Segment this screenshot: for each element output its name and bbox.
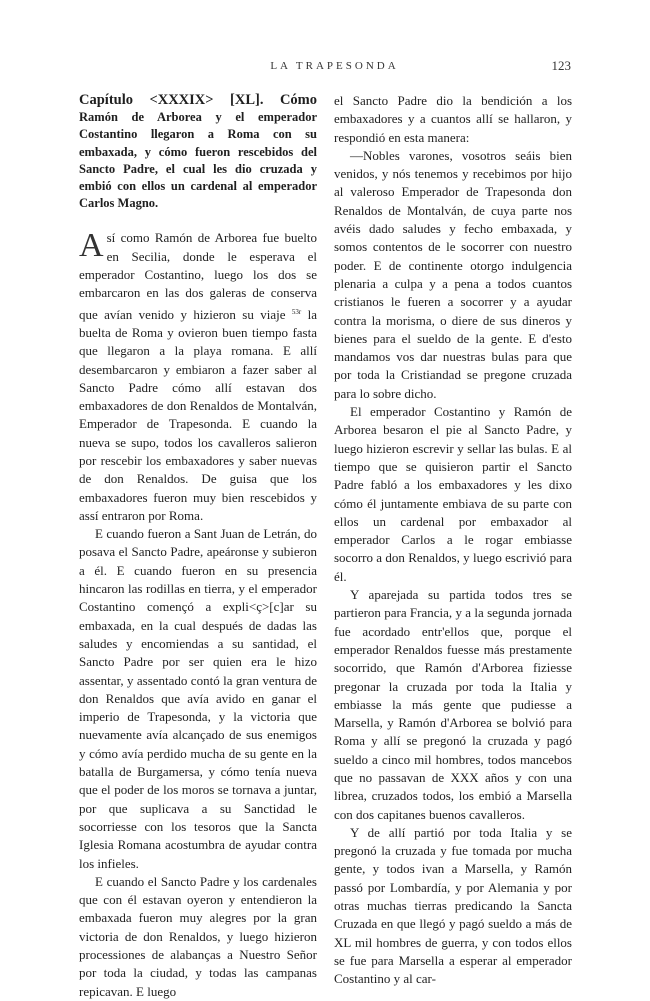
paragraph: Y de allí partió por toda Italia y se pregonó la cruzada y fue tomada por mucha gente, y todos ivan a Marsella, y Ramón passó por Lombardía, y por Alemania y por otras muchas tierras predicando la Sancta Cruzada en que llegó y pagó sueldo a más de XL mil hombres de guerra, y con todos ellos se fue para Marsella a esperar al emperador Costantino y al car- — [334, 824, 572, 987]
paragraph-text: sí como Ramón de Arborea fue buelto en Secilia, donde le esperava el emperador Costantino, luego los dos se embarcaron en las dos galeras de conserva que avían venido y hizieron su viaje — [79, 230, 317, 322]
chapter-title-rest: Ramón de Arborea y el emperador Costantino llegaron a Roma con su embaxada, y cómo fueron rescebidos del Sancto Padre, el cual les dio cruzada y embió con ellos un cardenal al emperador Carlos Magno. — [79, 110, 317, 211]
page-number: 123 — [551, 58, 571, 73]
paragraph: El emperador Costantino y Ramón de Arborea besaron el pie al Sancto Padre, y luego hizieron escrevir y sellar las bulas. E al tiempo que se quisieron partir el Sancto Padre fabló a los embaxadores y les dixo cómo él juntamente embiava de su parte con ellos un cardenal por embaxador al emperador Carlos a le rogar embiasse socorro a don Renaldos, y luego escrivió para él. — [334, 404, 572, 584]
paragraph-text: la buelta de Roma y ovieron buen tiempo fasta que llegaron a la playa romana. E allí desembarcaron y embiaron a fazer saber al Sancto Padre cómo allí estavan dos embaxadores de don Renaldos de Montalván, Emperador de Trapesonda. E cuando la nueva se supo, todos los cavalleros salieron por rescebir los embaxadores y saber nuevas de don Renaldos. De guisa que los embaxadores fueron muy bien rescebidos y assí entraron por Roma. — [79, 306, 318, 523]
right-column — [334, 92, 572, 989]
paragraph: —Nobles varones, vosotros seáis bien venidos, y nós tenemos y recebimos por hijo al valeroso Emperador de Trapesonda don Renaldos de Montalván, de cuya parte nos avéis dado saludes y fecho embaxada, y somos contentos de le socorrer con nuestro poder. E de continente otorgo indulgencia plenaria a culpa y a pena a todos cuantos cristianos le fueren a socorrer y a ayudar contra la morisma, o diere de sus dineros y bienes para el sueldo de la gente. E d'esto mandamos vos dar nuestras bulas para que por toda la Cristiandad se pregone cruzada para lo sobre dicho. — [334, 147, 572, 401]
drop-cap: A — [79, 227, 104, 265]
paragraph: E cuando fueron a Sant Juan de Letrán, do posava el Sancto Padre, apeáronse y subieron a él. E cuando fueron en su presencia hincaron las rodillas en tierra, y el emperador Costantino començó a expli<ç>[c]ar su embaxada, en la cual después de dadas las saludes y encomiendas a su santidad, el Sancto Padre por ser quien era le hizo assentar, y assentado contó la gran ventura de don Renaldos que avía avido en ganar el imperio de Trapesonda, y la victoria que nuevamente avía alcançado de sus enemigos y cómo avía perdido mucha de su gente en la batalla de Burgamersa, y cómo tenía nueva que el poder de los moros se tornava a juntar, por que suplicava a su Sanctidad le socorriesse con los tesoros que la Sancta Iglesia Romana acostumbra de ayudar contra los infieles. — [79, 526, 317, 871]
folio-marker: 53r — [291, 307, 302, 316]
running-title: LA TRAPESONDA — [270, 60, 399, 72]
paragraph: el Sancto Padre dio la bendición a los embaxadores y a cuantos allí se hallaron, y respondió en esta manera: — [334, 93, 572, 145]
paragraph: E cuando el Sancto Padre y los cardenales que con él estavan oyeron y entendieron la embaxada fueron muy alegres por la gran victoria de don Renaldos, y luego hizieron processiones de alabanças a Nuestro Señor por toda la ciudad, y todas las campanas repicavan. E luego — [79, 873, 317, 999]
chapter-title — [79, 92, 317, 212]
left-column — [79, 92, 317, 1001]
paragraph — [79, 229, 317, 525]
paragraph: Y aparejada su partida todos tres se partieron para Francia, y a la segunda jornada fue acordado entr'ellos que, porque el emperador Renaldos fuesse más prestamente socorrido, que Ramón d'Arborea fiziesse pregonar la cruzada por toda la Italia y embiasse la más gente que pudiesse a Marsella, y Ramón d'Arborea se bolvió para Roma y allí se pregonó la cruzada y pagó sueldo a cinco mil hombres, todos mancebos que no passavan de XXX años y con una librea, cruzados todos, los embió a Marsella con dos capitanes buenos cavalleros. — [334, 587, 572, 822]
chapter-title-lead: Capítulo <XXXIX> [XL]. Cómo — [79, 92, 317, 108]
